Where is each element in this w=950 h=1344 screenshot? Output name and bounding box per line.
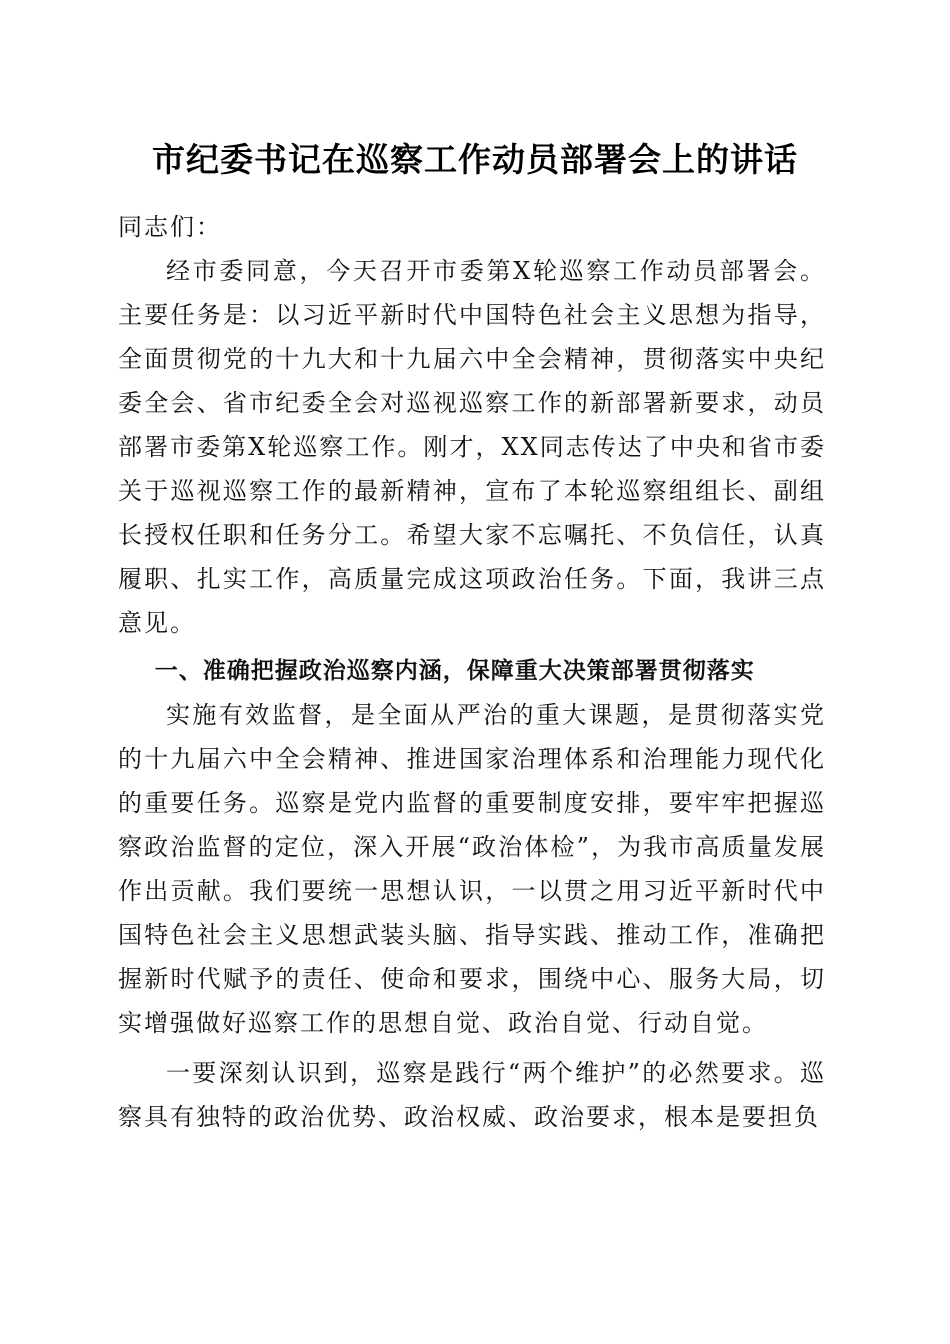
document-title: 市纪委书记在巡察工作动员部署会上的讲话 [152, 140, 798, 179]
section-heading-1: 一、准确把握政治巡察内涵，保障重大决策部署贯彻落实 [154, 658, 755, 684]
paragraph-point-1: 一要深刻认识到，巡察是践行“两个维护”的必然要求。巡察具有独特的政治优势、政治权威、政治要求，根本是要担负 [118, 1059, 826, 1131]
paragraph-intro: 经市委同意，今天召开市委第X轮巡察工作动员部署会。主要任务是：以习近平新时代中国特色社会主义思想为指导，全面贯彻党的十九大和十九届六中全会精神，贯彻落实中央纪委全会、省市纪委全会对巡视巡察工作的新部署新要求，动员部署市委第X轮巡察工作。刚才，XX同志传达了中央和省市委关于巡视巡察工作的最新精神，宣布了本轮巡察组组长、副组长授权任职和任务分工。希望大家不忘嘱托、不负信任，认真履职、扎实工作，高质量完成这项政治任务。下面，我讲三点意见。 [118, 257, 826, 637]
salutation: 同志们： [118, 213, 222, 241]
paragraph-section-1: 实施有效监督，是全面从严治的重大课题，是贯彻落实党的十九届六中全会精神、推进国家治理体系和治理能力现代化的重要任务。巡察是党内监督的重要制度安排，要牢牢把握巡察政治监督的定位，深入开展“政治体检”，为我市高质量发展作出贡献。我们要统一思想认识，一以贯之用习近平新时代中国特色社会主义思想武装头脑、指导实践、推动工作，准确把握新时代赋予的责任、使命和要求，围绕中心、服务大局，切实增强做好巡察工作的思想自觉、政治自觉、行动自觉。 [118, 701, 826, 1037]
document-body [118, 205, 826, 1139]
